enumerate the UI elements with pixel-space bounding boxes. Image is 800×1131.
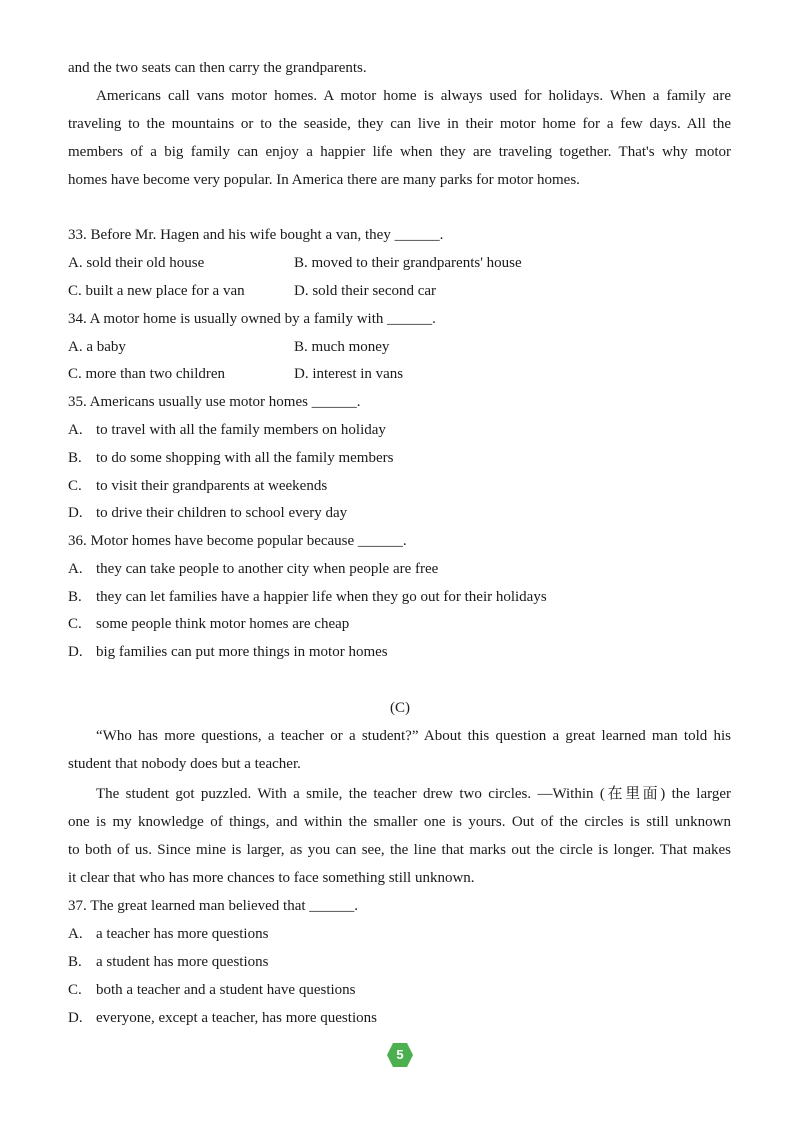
- question-35-stem: 35. Americans usually use motor homes ______.: [68, 394, 361, 410]
- question-34-option-c: C. more than two children: [68, 366, 226, 382]
- question-34-option-a: A. a baby: [68, 339, 126, 355]
- question-35-option: [68, 448, 393, 468]
- question-33-option-d: D. sold their second car: [294, 283, 437, 299]
- option-text: they can take people to another city when people are free: [96, 561, 439, 577]
- question-36-stem: 36. Motor homes have become popular because ______.: [68, 533, 407, 549]
- option-letter: D.: [68, 505, 83, 521]
- page-number-badge: [386, 1042, 414, 1068]
- question-34-options-row-2: [68, 364, 404, 384]
- option-letter: D.: [68, 1010, 83, 1026]
- passage-c-paragraph-line: it clear that who has more chances to face something still unknown.: [68, 870, 475, 886]
- option-text: to visit their grandparents at weekends: [96, 478, 328, 494]
- question-37-option: [68, 924, 268, 944]
- option-text: a teacher has more questions: [96, 926, 269, 942]
- question-36-option: [68, 559, 438, 579]
- question-35-option: [68, 476, 327, 496]
- question-34-option-d: D. interest in vans: [294, 366, 404, 382]
- option-text: to do some shopping with all the family members: [96, 450, 394, 466]
- passage-c-paragraph-line: “Who has more questions, a teacher or a student?” About this question a great learned man told his: [96, 728, 731, 744]
- page-number: 5: [396, 1047, 404, 1062]
- question-33-options-row-2: [68, 281, 437, 301]
- question-36-option: [68, 642, 388, 662]
- question-33-option-c: C. built a new place for a van: [68, 283, 245, 299]
- passage-c-paragraph-line: student that nobody does but a teacher.: [68, 756, 301, 772]
- question-37-stem: 37. The great learned man believed that ______.: [68, 898, 359, 914]
- question-36-option: [68, 587, 547, 607]
- option-text: big families can put more things in motor homes: [96, 644, 388, 660]
- option-text: a student has more questions: [96, 954, 269, 970]
- passage-b-paragraph-line: members of a big family can enjoy a happier life when they are traveling together. That's why motor: [68, 144, 731, 160]
- question-34-stem: 34. A motor home is usually owned by a family with ______.: [68, 311, 436, 327]
- option-text: everyone, except a teacher, has more questions: [96, 1010, 377, 1026]
- question-37-option: [68, 952, 268, 972]
- question-36-option: [68, 614, 349, 634]
- option-letter: B.: [68, 450, 82, 466]
- question-33-option-a: A. sold their old house: [68, 255, 205, 271]
- option-letter: C.: [68, 478, 82, 494]
- question-33-stem: 33. Before Mr. Hagen and his wife bought a van, they ______.: [68, 227, 444, 243]
- option-letter: A.: [68, 422, 83, 438]
- passage-c-paragraph-line: to both of us. Since mine is larger, as you can see, the line that marks out the circle is longer. That makes: [68, 842, 731, 858]
- option-letter: A.: [68, 561, 83, 577]
- passage-b-line: and the two seats can then carry the grandparents.: [68, 60, 367, 76]
- option-text: to travel with all the family members on holiday: [96, 422, 386, 438]
- passage-c-title: (C): [390, 700, 410, 716]
- option-letter: B.: [68, 954, 82, 970]
- passage-c-paragraph-line: one is my knowledge of things, and within the smaller one is yours. Out of the circles is still unknown: [68, 814, 731, 830]
- option-text: both a teacher and a student have questions: [96, 982, 356, 998]
- option-text: they can let families have a happier life when they go out for their holidays: [96, 589, 547, 605]
- question-35-option: [68, 420, 386, 440]
- question-37-option: [68, 980, 356, 1000]
- option-text: some people think motor homes are cheap: [96, 616, 350, 632]
- question-35-option: [68, 503, 347, 523]
- option-letter: A.: [68, 926, 83, 942]
- question-34-options-row-1: [68, 337, 390, 357]
- option-letter: C.: [68, 982, 82, 998]
- question-34-option-b: B. much money: [294, 339, 390, 355]
- option-text: to drive their children to school every day: [96, 505, 348, 521]
- option-letter: D.: [68, 644, 83, 660]
- option-letter: C.: [68, 616, 82, 632]
- passage-c-paragraph-line: The student got puzzled. With a smile, the teacher drew two circles. —Within (在里面) the larger: [96, 786, 731, 802]
- question-33-options-row-1: [68, 253, 522, 273]
- passage-b-paragraph-line: homes have become very popular. In America there are many parks for motor homes.: [68, 172, 580, 188]
- passage-b-paragraph-line: Americans call vans motor homes. A motor home is always used for holidays. When a family are: [96, 88, 731, 104]
- option-letter: B.: [68, 589, 82, 605]
- passage-b-paragraph-line: traveling to the mountains or to the seaside, they can live in their motor home for a few days. All the: [68, 116, 731, 132]
- question-37-option: [68, 1008, 377, 1028]
- question-33-option-b: B. moved to their grandparents' house: [294, 255, 522, 271]
